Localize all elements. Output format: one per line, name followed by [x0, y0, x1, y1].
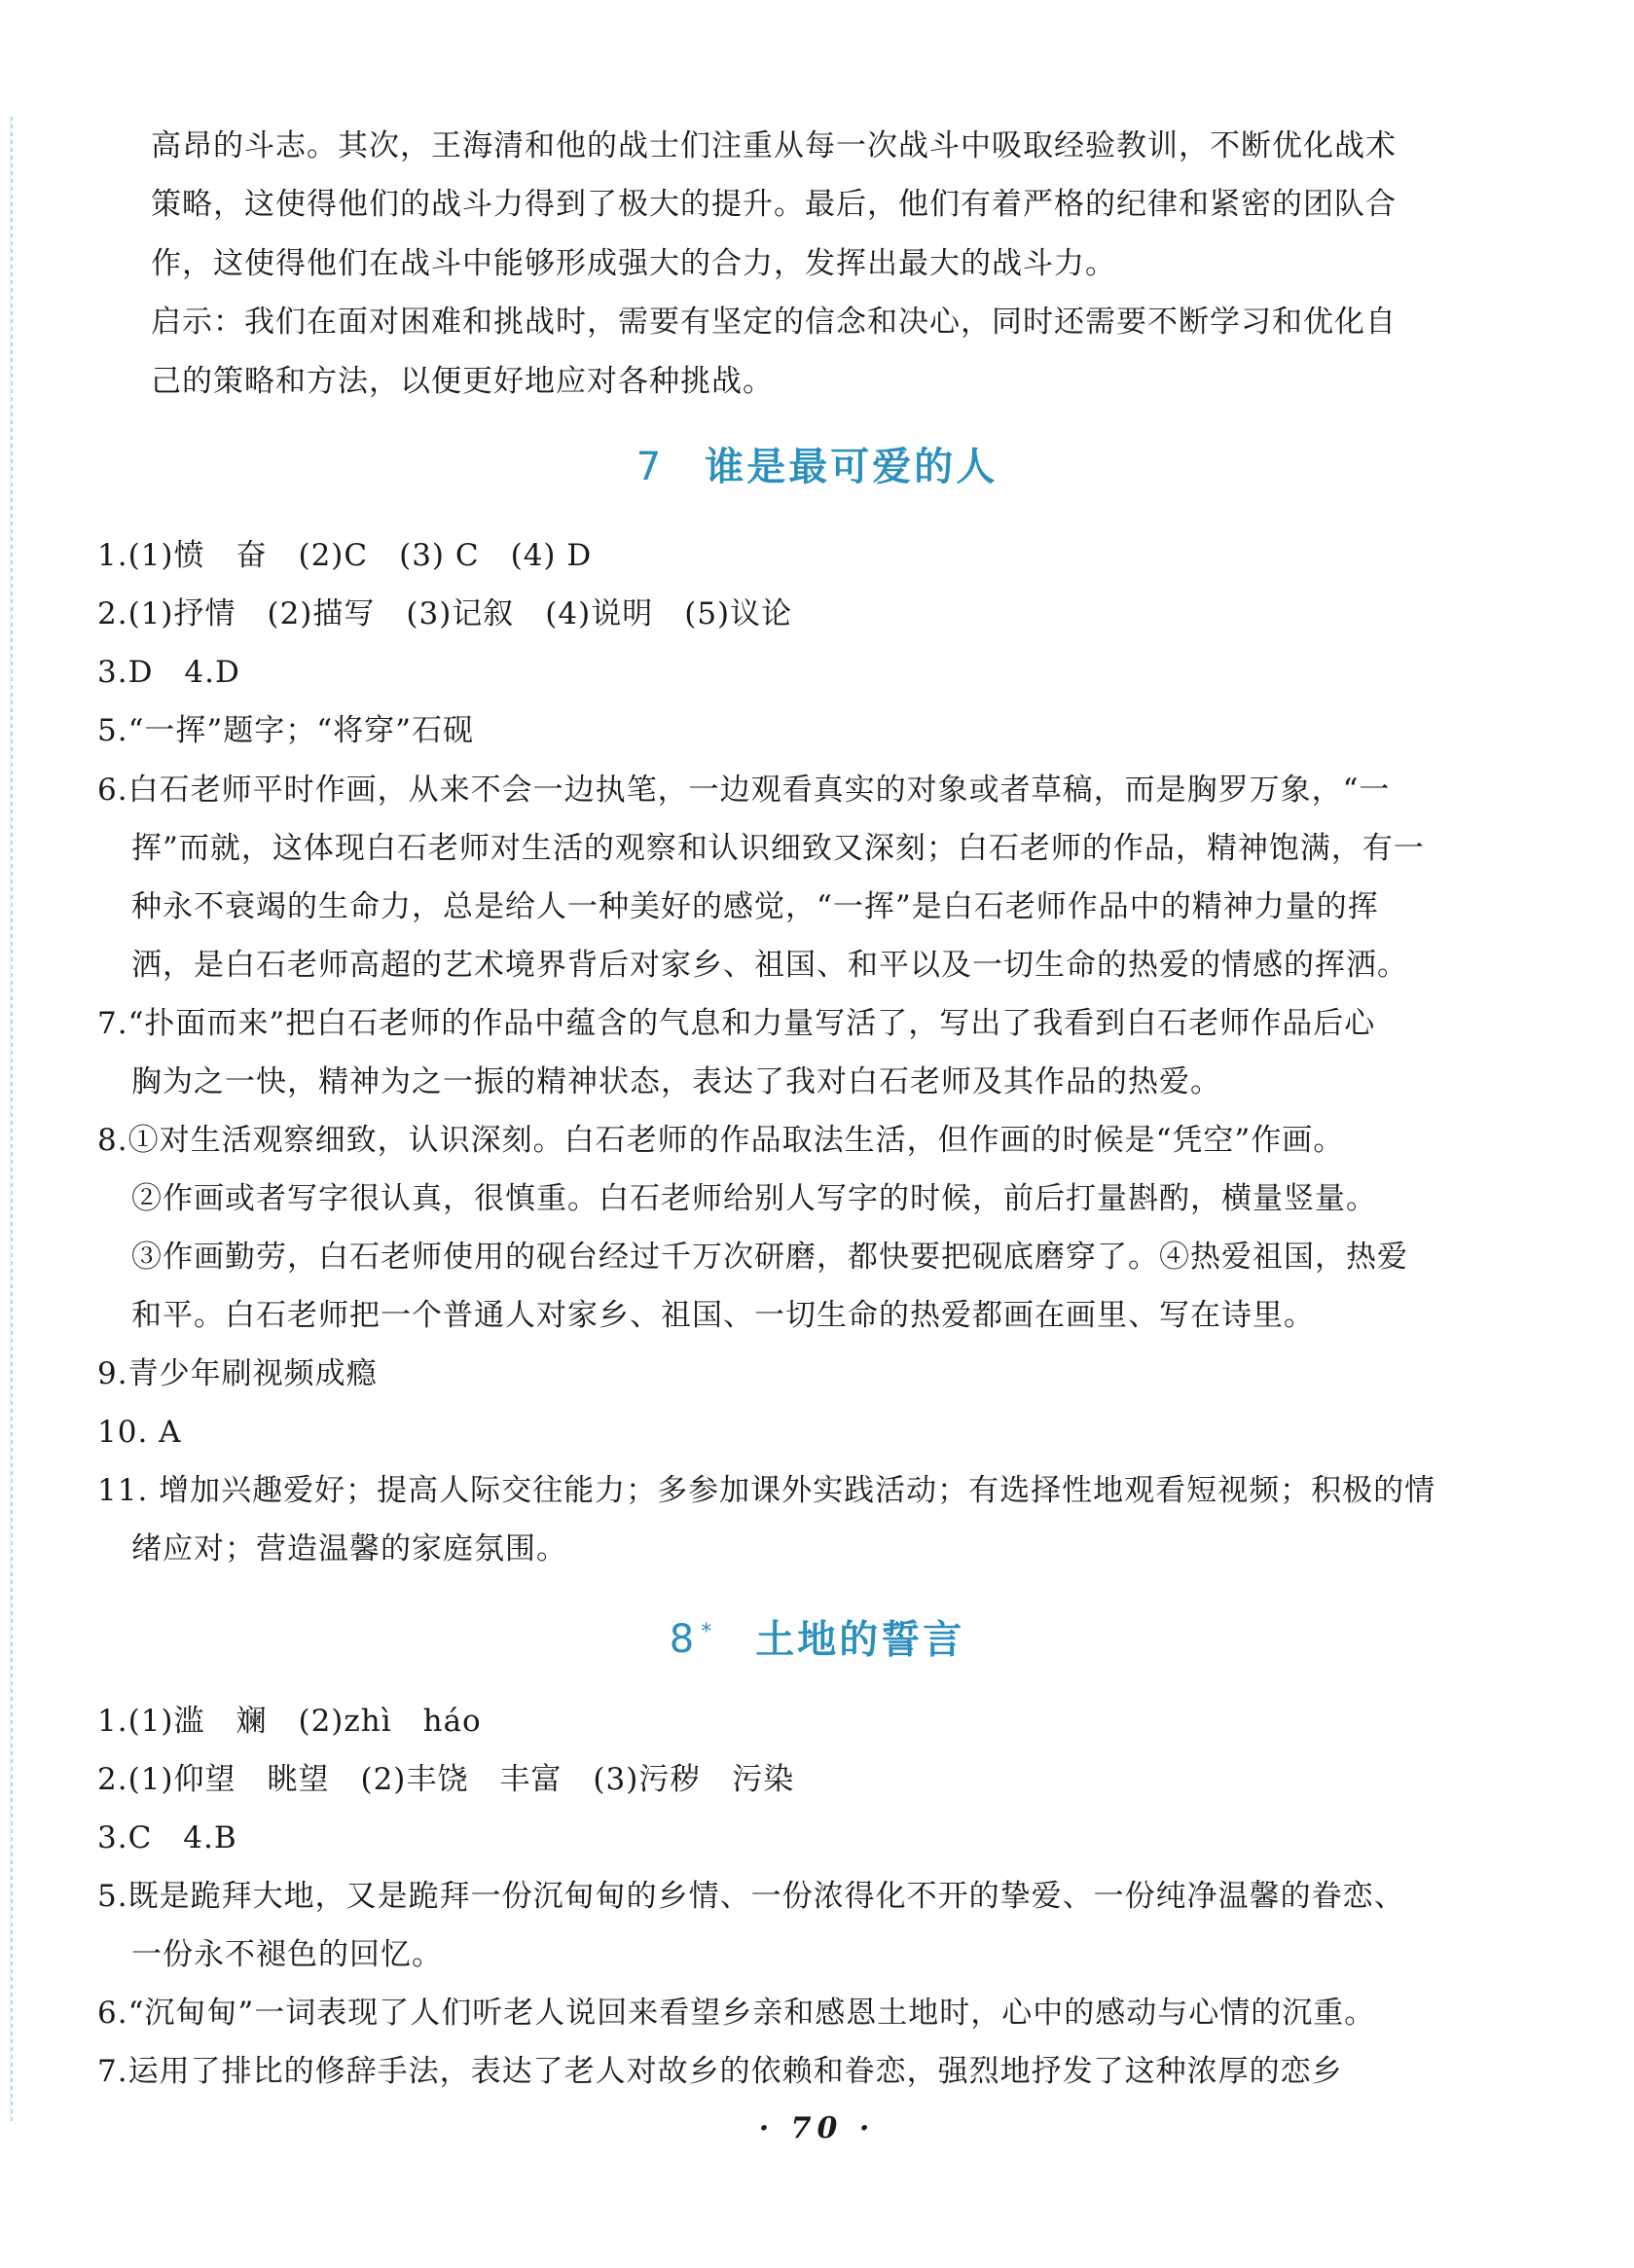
- answer-line: 洒，是白石老师高超的艺术境界背后对家乡、祖国、和平以及一切生命的热爱的情感的挥洒。: [131, 948, 1408, 983]
- answer-line: 10. A: [97, 1415, 182, 1450]
- answer-line: 7.运用了排比的修辞手法，表达了老人对故乡的依赖和眷恋，强烈地抒发了这种浓厚的恋乡: [97, 2054, 1343, 2089]
- optional-mark: *: [701, 1620, 715, 1644]
- answer-line: 和平。白石老师把一个普通人对家乡、祖国、一切生命的热爱都画在画里、写在诗里。: [131, 1298, 1315, 1333]
- answer-line: 6.白石老师平时作画，从来不会一边执笔，一边观看真实的对象或者草稿，而是胸罗万象，“一: [97, 773, 1391, 808]
- answer-line: 5.“一挥”题字；“将穿”石砚: [97, 713, 474, 748]
- answer-line: 6.“沉甸甸”一词表现了人们听老人说回来看望乡亲和感恩土地时，心中的感动与心情的沉重。: [97, 1996, 1376, 2031]
- answer-line: 胸为之一快，精神为之一振的精神状态，表达了我对白石老师及其作品的热爱。: [131, 1064, 1221, 1099]
- section-number: 8 *: [669, 1617, 715, 1663]
- answer-line: 5.既是跪拜大地，又是跪拜一份沉甸甸的乡情、一份浓得化不开的挚爱、一份纯净温馨的眷恋、: [97, 1879, 1405, 1914]
- answer-line: 绪应对；营造温馨的家庭氛围。: [131, 1531, 567, 1566]
- answer-line: ②作画或者写字很认真，很慎重。白石老师给别人写字的时候，前后打量斟酌，横量竖量。: [131, 1181, 1377, 1216]
- answer-line: 8.①对生活观察细致，认识深刻。白石老师的作品取法生活，但作画的时候是“凭空”作画。: [97, 1123, 1345, 1158]
- section-heading-7: [0, 443, 1634, 491]
- answer-line: 种永不衰竭的生命力，总是给人一种美好的感觉，“一挥”是白石老师作品中的精神力量的挥: [131, 889, 1379, 924]
- answer-line: ③作画勤劳，白石老师使用的砚台经过千万次研磨，都快要把砚底磨穿了。④热爱祖国，热爱: [131, 1240, 1408, 1275]
- answer-line: 3.C 4.B: [97, 1820, 237, 1855]
- section-heading-8: [0, 1608, 1634, 1664]
- answer-line: 11. 增加兴趣爱好；提高人际交往能力；多参加课外实践活动；有选择性地观看短视频；积极的情: [97, 1473, 1436, 1508]
- text-line: 作，这使得他们在战斗中能够形成强大的合力，发挥出最大的战斗力。: [151, 246, 1116, 281]
- answer-line: 2.(1)仰望 眺望 (2)丰饶 丰富 (3)污秽 污染: [97, 1762, 795, 1797]
- answer-line: 9.青少年刷视频成瘾: [97, 1356, 378, 1391]
- page-number: · 70 ·: [758, 2111, 876, 2145]
- text-line: 策略，这使得他们的战斗力得到了极大的提升。最后，他们有着严格的纪律和紧密的团队合: [151, 187, 1397, 222]
- text-line: 高昂的斗志。其次，王海清和他的战士们注重从每一次战斗中吸取经验教训，不断优化战术: [151, 128, 1397, 163]
- answer-line: 1.(1)愤 奋 (2)C (3) C (4) D: [97, 538, 593, 573]
- section-number: 7: [635, 445, 665, 489]
- answer-line: 一份永不褪色的回忆。: [131, 1937, 443, 1972]
- answer-line: 3.D 4.D: [97, 655, 240, 690]
- answer-line: 7.“扑面而来”把白石老师的作品中蕴含的气息和力量写活了，写出了我看到白石老师作品后心: [97, 1006, 1376, 1041]
- answer-line: 1.(1)滥 斓 (2)zhì háo: [97, 1704, 482, 1739]
- text-line: 己的策略和方法，以便更好地应对各种挑战。: [151, 364, 774, 399]
- section-title: 土地的誓言: [755, 1617, 965, 1663]
- section-title: 谁是最可爱的人: [705, 445, 999, 489]
- answer-line: 挥”而就，这体现白石老师对生活的观察和认识细致又深刻；白石老师的作品，精神饱满，有一: [131, 831, 1425, 866]
- answer-line: 2.(1)抒情 (2)描写 (3)记叙 (4)说明 (5)议论: [97, 596, 793, 631]
- text-line: 启示：我们在面对困难和挑战时，需要有坚定的信念和决心，同时还需要不断学习和优化自: [151, 305, 1397, 340]
- binding-margin-line: [10, 117, 17, 2121]
